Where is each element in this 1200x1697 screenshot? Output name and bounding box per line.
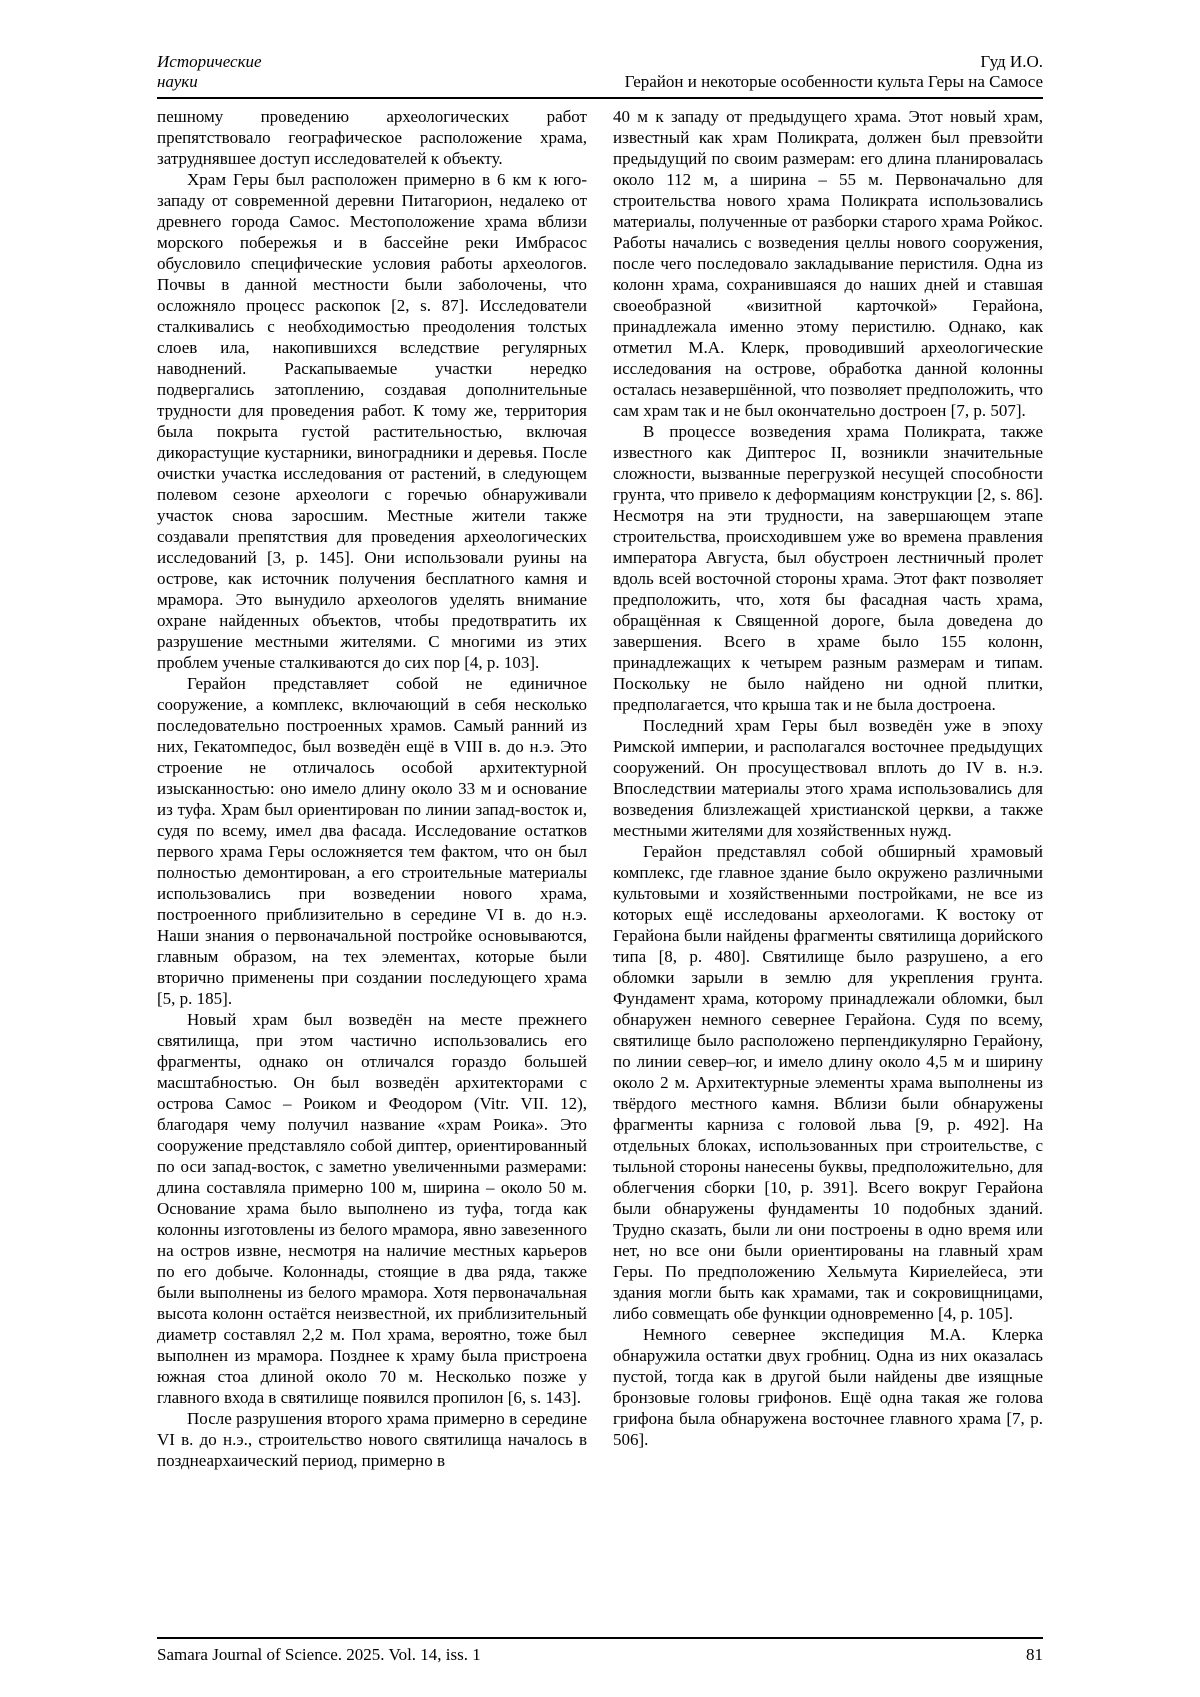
paragraph: Новый храм был возведён на месте прежнего святилища, при этом частично использовались его фрагменты, однако он отличался гораздо большей масштабностью. Он был возведён архитекторами с острова Самос – Роиком и Феодором (Vitr. VII. 12), благодаря чему получил название «храм Роика». Это сооружение представляло собой диптер, ориентированный по оси запад-восток, с заметно увеличенными размерами: длина составляла примерно 100 м, ширина – около 50 м. Основание храма было выполнено из туфа, тогда как колонны изготовлены из белого мрамора, явно завезенного на остров извне, несмотря на наличие местных карьеров по его добыче. Колоннады, стоящие в два ряда, также были выполнены из белого мрамора. Хотя первоначальная высота колонн остаётся неизвестной, их приблизительный диаметр составлял 2,2 м. Пол храма, вероятно, тоже был выполнен из мрамора. Позднее к храму была пристроена южная стоа длиной около 70 м. Несколько позже у главного входа в святилище появился пропилон [6, s. 143]. — [157, 1010, 587, 1407]
section-name-line1: Исторические — [157, 52, 262, 71]
column-left — [157, 106, 587, 1471]
running-head-row-2 — [157, 72, 1043, 92]
paragraph: В процессе возведения храма Поликрата, также известного как Диптерос II, возникли значительные сложности, вызванные перегрузкой несущей способности грунта, что привело к деформациям конструкции [2, s. 86]. Несмотря на эти трудности, на завершающем этапе строительства, происходившем уже во времена правления императора Августа, был обустроен лестничный пролет вдоль всей восточной стороны храма. Этот факт позволяет предположить, что, хотя бы фасадная часть храма, обращённая к Священной дороге, была доведена до завершения. Всего в храме было 155 колонн, принадлежащих к четырем разным размерам и типам. Поскольку не было найдено ни одной плитки, предполагается, что крыша так и не была достроена. — [613, 422, 1043, 714]
paragraph: Герайон представлял собой обширный храмовый комплекс, где главное здание было окружено различными культовыми и хозяйственными постройками, не все из которых ещё исследованы археологами. К востоку от Герайона были найдены фрагменты святилища дорийского типа [8, p. 480]. Святилище было разрушено, а его обломки зарыли в землю для укрепления грунта. Фундамент храма, которому принадлежали обломки, был обнаружен немного севернее Герайона. Судя по всему, святилище было расположено перпендикулярно Герайону, по линии север–юг, и имело длину около 4,5 м и ширину около 2 м. Архитектурные элементы храма выполнены из твёрдого местного камня. Вблизи были обнаружены фрагменты карниза с головой льва [9, p. 492]. На отдельных блоках, использованных при строительстве, с тыльной стороны нанесены буквы, предположительно, для облегчения сборки [10, p. 391]. Всего вокруг Герайона были обнаружены фундаменты 10 подобных зданий. Трудно сказать, были ли они построены в одно время или нет, но все они были ориентированы на главный храм Геры. По предположению Хельмута Кириелейеса, эти здания могли быть как храмами, так и сокровищницами, либо совмещать обе функции одновременно [4, p. 105]. — [613, 842, 1043, 1323]
header-rule — [157, 97, 1043, 99]
paragraph: Немного севернее экспедиция М.А. Клерка обнаружила остатки двух гробниц. Одна из них оказалась пустой, тогда как в другой были найдены две изящные бронзовые головы грифонов. Ещё одна такая же голова грифона была обнаружена восточнее главного храма [7, p. 506]. — [613, 1325, 1043, 1449]
author-name: Гуд И.О. — [980, 52, 1043, 71]
paragraph: Последний храм Геры был возведён уже в эпоху Римской империи, и располагался восточнее предыдущих сооружений. Он просуществовал вплоть до IV в. н.э. Впоследствии материалы этого храма использовались для возведения близлежащей христианской церкви, а также местными жителями для хозяйственных нужд. — [613, 716, 1043, 840]
column-right — [613, 106, 1043, 1471]
paragraph: Герайон представляет собой не единичное сооружение, а комплекс, включающий в себя несколько последовательно построенных храмов. Самый ранний из них, Гекатомпедос, был возведён ещё в VIII в. до н.э. Это строение не отличалось особой архитектурной изысканностью: оно имело длину около 33 м и основание из туфа. Храм был ориентирован по линии запад-восток и, судя по всему, имел два фасада. Исследование остатков первого храма Геры осложняется тем фактом, что он был полностью демонтирован, а его строительные материалы использовались при возведении нового храма, построенного приблизительно в середине VI в. до н.э. Наши знания о первоначальной постройке основываются, главным образом, на тех элементах, которые были вторично применены при создании последующего храма [5, p. 185]. — [157, 674, 587, 1008]
page-footer — [157, 1635, 1043, 1665]
page-number: 81 — [1026, 1645, 1043, 1664]
journal-citation: Samara Journal of Science. 2025. Vol. 14, iss. 1 — [157, 1645, 481, 1664]
paragraph: 40 м к западу от предыдущего храма. Этот новый храм, известный как храм Поликрата, должен был превзойти предыдущий по своим размерам: его длина планировалась около 112 м, а ширина – 55 м. Первоначально для строительства нового храма Поликрата использовались материалы, полученные от разборки старого храма Ройкос. Работы начались с возведения целлы нового сооружения, после чего последовало закладывание перистиля. Одна из колонн храма, сохранившаяся до наших дней и ставшая своеобразной «визитной карточкой» Герайона, принадлежала именно этому перистилю. Однако, как отметил М.А. Клерк, проводивший археологические исследования на острове, обработка данной колонны осталась незавершённой, что позволяет предположить, что сам храм так и не был окончательно достроен [7, p. 507]. — [613, 107, 1043, 420]
article-body — [157, 106, 1043, 1471]
footer-row — [157, 1644, 1043, 1665]
running-head-row-1 — [157, 52, 1043, 72]
paragraph: Храм Геры был расположен примерно в 6 км к юго-западу от современной деревни Питагорион, недалеко от древнего города Самос. Местоположение храма вблизи морского побережья и в бассейне реки Имбрасос обусловило специфические условия работы археологов. Почвы в данной местности были заболочены, что осложняло процесс раскопок [2, s. 87]. Исследователи сталкивались с необходимостью преодоления толстых слоев ила, накопившихся вследствие регулярных наводнений. Раскапываемые участки нередко подвергались затоплению, создавая дополнительные трудности для проведения работ. К тому же, территория была покрыта густой растительностью, включая дикорастущие кустарники, виноградники и деревья. После очистки участка исследования от растений, в следующем полевом сезоне археологи с горечью обнаруживали участок снова заросшим. Местные жители также создавали препятствия для проведения археологических исследований [3, p. 145]. Они использовали руины на острове, как источник получения бесплатного камня и мрамора. Это вынудило археологов уделять внимание охране найденных объектов, чтобы предотвратить их разрушение местными жителями. С многими из этих проблем ученые сталкиваются до сих пор [4, p. 103]. — [157, 170, 587, 672]
footer-rule — [157, 1637, 1043, 1639]
paragraph: После разрушения второго храма примерно в середине VI в. до н.э., строительство нового святилища началось в позднеархаический период, примерно в — [157, 1409, 587, 1470]
section-name-line2: науки — [157, 72, 198, 91]
article-title: Герайон и некоторые особенности культа Геры на Самосе — [624, 72, 1043, 91]
running-head — [157, 52, 1043, 92]
paragraph: пешному проведению археологических работ препятствовало географическое расположение храма, затруднявшее доступ исследователей к объекту. — [157, 107, 587, 168]
